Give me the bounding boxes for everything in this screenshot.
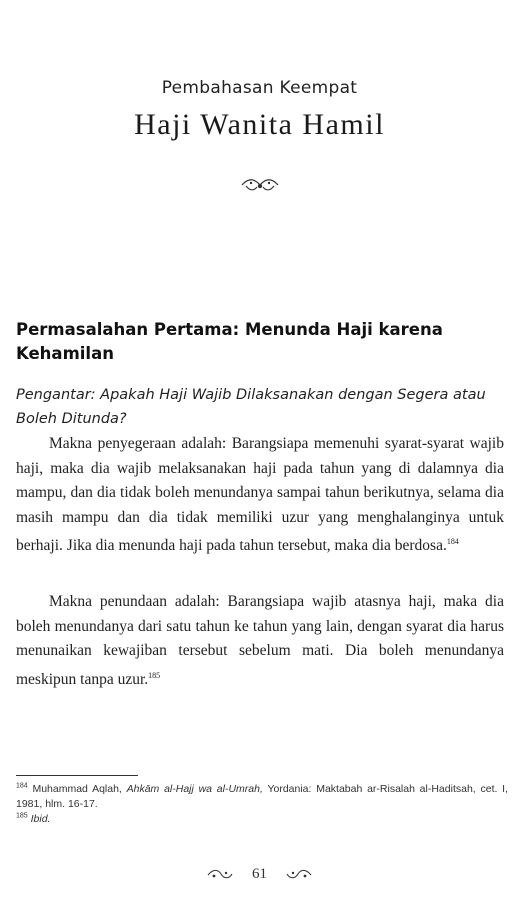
chapter-subtitle: Pembahasan Keempat <box>161 78 358 98</box>
footnote-author: Muhammad Aqlah, <box>32 783 122 795</box>
paragraph-text: Makna penyegeraan adalah: Barangsiapa memenuhi syarat-syarat wajib haji, maka dia wajib melaksanakan haji pada tahun yang di dalamnya dia mampu, dan dia tidak boleh menundanya sampai tahun berikutnya, selama dia masih mampu dan dia tidak memiliki uzur yang menghalanginya untuk berhaji. Jika dia menunda haji pada tahun tersebut, maka dia berdosa. <box>16 435 504 555</box>
footnotes <box>16 782 508 827</box>
footnote-item <box>16 782 508 812</box>
footnote-reference: 185 <box>148 670 161 680</box>
footnote-item <box>16 812 508 827</box>
body-paragraph <box>16 590 504 692</box>
footnote-number: 185 <box>16 812 28 820</box>
chapter-title: Haji Wanita Hamil <box>134 108 385 141</box>
section-heading: Permasalahan Pertama: Menunda Haji karena Kehamilan <box>16 320 443 363</box>
intro-question: Pengantar: Apakah Haji Wajib Dilaksanakan dengan Segera atau Boleh Ditunda? <box>16 387 486 427</box>
left-floral-ornament-icon <box>206 868 234 882</box>
body-paragraph <box>16 432 504 559</box>
footnote-work-title: Ibid. <box>30 813 51 825</box>
paragraph-text: Makna penundaan adalah: Barangsiapa wajib atasnya haji, maka dia boleh menundanya dari satu tahun ke tahun yang lain, dengan syarat dia harus menunaikan kewajiban tersebut sebelum mati. Dia boleh menundanya meskipun tanpa uzur. <box>16 593 504 688</box>
floral-ornament-icon <box>240 176 280 194</box>
footnote-divider <box>16 775 138 776</box>
footnote-reference: 184 <box>446 537 459 546</box>
page-footer <box>0 866 519 883</box>
footnote-number: 184 <box>16 782 28 790</box>
page-number: 61 <box>252 866 267 883</box>
right-floral-ornament-icon <box>285 868 313 882</box>
footnote-details: Yordania: Maktabah ar-Risalah al-Haditsah, cet. I, 1981, hlm. 16-17. <box>16 783 508 810</box>
footnote-work-title: Ahkām al-Hajj wa al-Umrah, <box>126 783 263 795</box>
